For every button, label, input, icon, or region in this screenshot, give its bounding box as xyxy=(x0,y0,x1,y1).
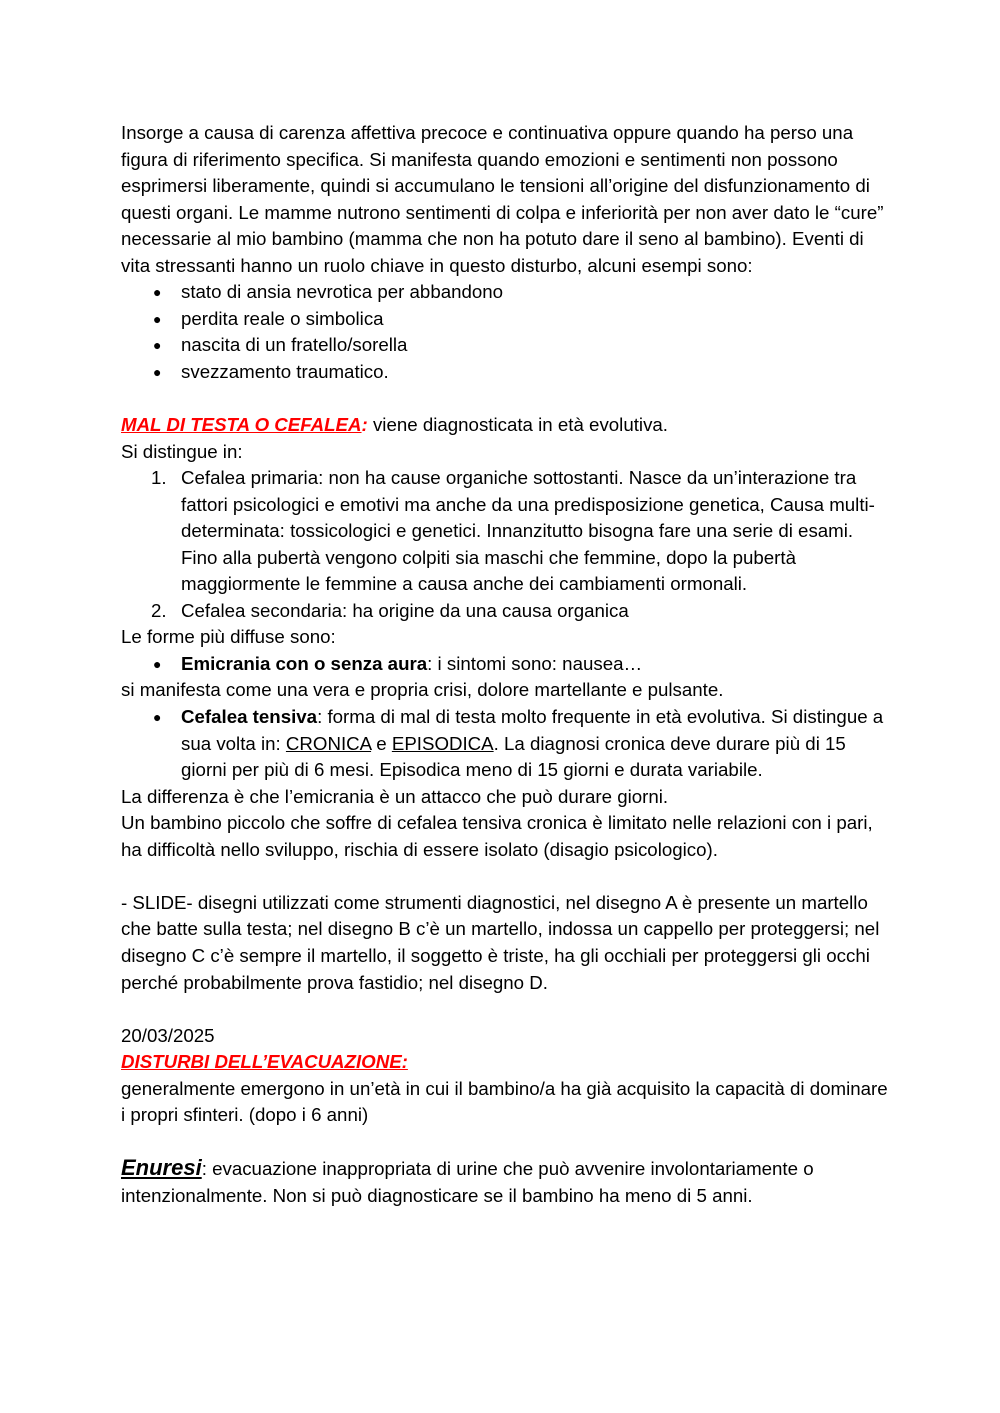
list-item: ● svezzamento traumatico. xyxy=(121,359,891,386)
forme-intro: Le forme più diffuse sono: xyxy=(121,626,336,648)
bambino-paragraph: Un bambino piccolo che soffre di cefalea tensiva cronica è limitato nelle relazioni con i pari, ha difficoltà nello sviluppo, rischia di essere isolato (disagio psicologico). xyxy=(121,812,873,860)
cefalea-heading-colon: : xyxy=(361,414,368,436)
list-item: ● perdita reale o simbolica xyxy=(121,306,891,333)
spacer xyxy=(121,385,891,412)
evacuazione-paragraph: generalmente emergono in un’età in cui il bambino/a ha già acquisito la capacità di dominare i propri sfinteri. (dopo i 6 anni) xyxy=(121,1077,888,1126)
cefalea-distingue: Si distingue in: xyxy=(121,440,243,462)
enuresi-paragraph xyxy=(121,1155,891,1209)
spacer xyxy=(121,996,891,1023)
emicrania-detail: si manifesta come una vera e propria crisi, dolore martellante e pulsante. xyxy=(121,679,724,701)
tensiva-list xyxy=(121,704,891,784)
cefalea-heading-rest: viene diagnosticata in età evolutiva. xyxy=(367,414,668,436)
emicrania-text: : i sintomi sono: nausea… xyxy=(427,652,643,674)
tensiva-text: : forma di mal di testa molto frequente in età evolutiva. Si distingue a sua volta in: xyxy=(181,706,884,754)
date: 20/03/2025 xyxy=(121,1024,215,1046)
list-item xyxy=(121,598,891,625)
list-item xyxy=(121,704,891,784)
tensiva-term: Cefalea tensiva xyxy=(181,706,318,728)
cefalea-heading: MAL DI TESTA O CEFALEA xyxy=(121,414,362,436)
conjunction: e xyxy=(371,732,392,754)
list-item: ● nascita di un fratello/sorella xyxy=(121,332,891,359)
spacer xyxy=(121,863,891,890)
list-item-text: Cefalea secondaria: ha origine da una causa organica xyxy=(181,599,629,621)
list-item xyxy=(121,651,891,678)
list-item-text: Cefalea primaria: non ha cause organiche sottostanti. Nasce da un’interazione tra fattori psicologici e emotivi ma anche da una predisposizione genetica, Causa multi-determinata: tossicologici e genetici. Innanzitutto bisogna fare una serie di esami. Fino alla pubertà vengono colpiti sia maschi che femmine, dopo la pubertà maggiormente le femmine a causa anche dei cambiamenti ormonali. xyxy=(181,467,875,595)
enuresi-text: : evacuazione inappropriata di urine che può avvenire involontariamente o intenzionalmente. Non si può diagnosticare se il bambino ha meno di 5 anni. xyxy=(121,1158,814,1206)
list-number: 2. xyxy=(151,599,167,621)
cefalea-heading-line xyxy=(121,412,891,439)
episodica-term: EPISODICA xyxy=(391,732,494,754)
slide-paragraph: - SLIDE- disegni utilizzati come strumenti diagnostici, nel disegno A è presente un martello che batte sulla testa; nel disegno B c’è un martello, indossa un cappello per proteggersi; nel disegno C c’è sempre il martello, il soggetto è triste, ha gli occhiali per proteggersi gli occhi perché probabilmente prova fastidio; nel disegno D. xyxy=(121,891,880,993)
tensiva-text-2: . La diagnosi cronica deve durare più di 15 giorni per più di 6 mesi. Episodica meno di 15 giorni e durata variabile. xyxy=(181,732,846,781)
emicrania-list xyxy=(121,651,891,678)
cefalea-types-list xyxy=(121,465,891,624)
emicrania-term: Emicrania con o senza aura xyxy=(181,652,428,674)
spacer xyxy=(121,1129,891,1156)
document-page xyxy=(121,120,891,1209)
list-number: 1. xyxy=(151,467,167,489)
intro-paragraph: Insorge a causa di carenza affettiva precoce e continuativa oppure quando ha perso una figura di riferimento specifica. Si manifesta quando emozioni e sentimenti non possono esprimersi liberamente, quindi si accumulano le tensioni all’origine del disfunzionamento di questi organi. Le mamme nutrono sentimenti di colpa e inferiorità per non aver dato le “cure” necessarie al mio bambino (mamma che non ha potuto dare il seno al bambino). Eventi di vita stressanti hanno un ruolo chiave in questo disturbo, alcuni esempi sono: xyxy=(121,122,884,276)
cronica-term: CRONICA xyxy=(285,732,372,754)
list-item: ● stato di ansia nevrotica per abbandono xyxy=(121,279,891,306)
differenza-paragraph: La differenza è che l’emicrania è un attacco che può durare giorni. xyxy=(121,785,669,807)
enuresi-term: Enuresi xyxy=(121,1155,202,1181)
stress-examples-list xyxy=(121,279,891,385)
evacuazione-heading: DISTURBI DELL’EVACUAZIONE: xyxy=(121,1051,408,1073)
list-item xyxy=(121,465,891,598)
